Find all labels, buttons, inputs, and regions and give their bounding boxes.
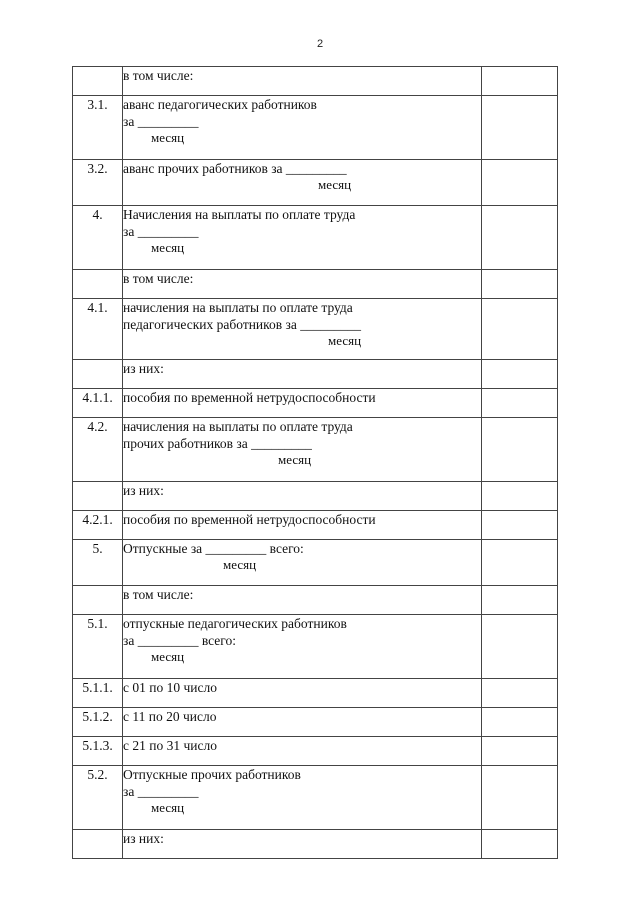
value-cell[interactable]	[482, 360, 558, 389]
page-number: 2	[316, 38, 324, 50]
description-line: аванс прочих работников за _________	[123, 161, 347, 176]
row-number	[73, 586, 123, 615]
value-cell[interactable]	[482, 830, 558, 859]
value-cell[interactable]	[482, 418, 558, 482]
table-row	[73, 482, 558, 511]
table-row	[73, 270, 558, 299]
table-row	[73, 540, 558, 586]
description-line: за _________	[123, 784, 199, 799]
description-line: педагогических работников за _________	[123, 317, 361, 332]
row-description	[123, 96, 482, 160]
row-description	[123, 708, 482, 737]
row-description	[123, 270, 482, 299]
month-caption: месяц	[151, 130, 185, 145]
description-line: начисления на выплаты по оплате труда	[123, 419, 353, 434]
value-cell[interactable]	[482, 615, 558, 679]
value-cell[interactable]	[482, 160, 558, 206]
month-caption: месяц	[151, 800, 185, 815]
row-description	[123, 737, 482, 766]
table-row	[73, 737, 558, 766]
month-caption: месяц	[151, 240, 185, 255]
row-number: 3.2.	[73, 160, 123, 206]
row-description	[123, 389, 482, 418]
row-description	[123, 67, 482, 96]
value-cell[interactable]	[482, 766, 558, 830]
row-description	[123, 482, 482, 511]
month-caption: месяц	[328, 333, 362, 348]
value-cell[interactable]	[482, 67, 558, 96]
value-cell[interactable]	[482, 708, 558, 737]
description-line: отпускные педагогических работников	[123, 616, 347, 631]
row-number: 4.1.1.	[73, 389, 123, 418]
table-row	[73, 299, 558, 360]
description-line: с 11 по 20 число	[123, 709, 217, 724]
row-number: 4.2.1.	[73, 511, 123, 540]
row-number: 5.	[73, 540, 123, 586]
description-line: Отпускные за _________ всего:	[123, 541, 304, 556]
description-line: из них:	[123, 483, 164, 498]
description-line: пособия по временной нетрудоспособности	[123, 512, 376, 527]
row-number: 5.1.2.	[73, 708, 123, 737]
description-line: в том числе:	[123, 68, 194, 83]
description-line: пособия по временной нетрудоспособности	[123, 390, 376, 405]
value-cell[interactable]	[482, 482, 558, 511]
row-number	[73, 830, 123, 859]
row-number	[73, 67, 123, 96]
table-row	[73, 511, 558, 540]
table-row	[73, 418, 558, 482]
row-number: 4.2.	[73, 418, 123, 482]
table-row	[73, 67, 558, 96]
row-description	[123, 679, 482, 708]
table-row	[73, 708, 558, 737]
row-description	[123, 511, 482, 540]
report-table-body	[73, 67, 558, 859]
value-cell[interactable]	[482, 540, 558, 586]
row-number: 3.1.	[73, 96, 123, 160]
row-description	[123, 615, 482, 679]
row-number: 5.2.	[73, 766, 123, 830]
table-row	[73, 389, 558, 418]
value-cell[interactable]	[482, 586, 558, 615]
table-row	[73, 679, 558, 708]
value-cell[interactable]	[482, 270, 558, 299]
month-caption: месяц	[278, 452, 312, 467]
row-number	[73, 270, 123, 299]
description-line: из них:	[123, 831, 164, 846]
description-line: с 01 по 10 число	[123, 680, 217, 695]
row-description	[123, 540, 482, 586]
month-caption: месяц	[223, 557, 257, 572]
description-line: Начисления на выплаты по оплате труда	[123, 207, 356, 222]
table-row	[73, 206, 558, 270]
row-description	[123, 160, 482, 206]
description-line: из них:	[123, 361, 164, 376]
row-description	[123, 766, 482, 830]
description-line: Отпускные прочих работников	[123, 767, 301, 782]
description-line: в том числе:	[123, 587, 194, 602]
table-row	[73, 160, 558, 206]
value-cell[interactable]	[482, 206, 558, 270]
table-row	[73, 586, 558, 615]
row-number: 5.1.	[73, 615, 123, 679]
row-description	[123, 206, 482, 270]
description-line: начисления на выплаты по оплате труда	[123, 300, 353, 315]
table-row	[73, 96, 558, 160]
row-number	[73, 482, 123, 511]
description-line: прочих работников за _________	[123, 436, 312, 451]
value-cell[interactable]	[482, 679, 558, 708]
row-description	[123, 299, 482, 360]
row-description	[123, 418, 482, 482]
month-caption: месяц	[151, 649, 185, 664]
row-number: 4.1.	[73, 299, 123, 360]
description-line: аванс педагогических работников	[123, 97, 317, 112]
value-cell[interactable]	[482, 299, 558, 360]
report-table	[72, 66, 558, 859]
row-description	[123, 830, 482, 859]
table-row	[73, 766, 558, 830]
row-description	[123, 360, 482, 389]
row-number: 4.	[73, 206, 123, 270]
description-line: за _________	[123, 224, 199, 239]
row-description	[123, 586, 482, 615]
table-row	[73, 615, 558, 679]
value-cell[interactable]	[482, 96, 558, 160]
value-cell[interactable]	[482, 389, 558, 418]
row-number: 5.1.3.	[73, 737, 123, 766]
description-line: за _________	[123, 114, 199, 129]
value-cell[interactable]	[482, 737, 558, 766]
table-row	[73, 360, 558, 389]
value-cell[interactable]	[482, 511, 558, 540]
description-line: в том числе:	[123, 271, 194, 286]
description-line: с 21 по 31 число	[123, 738, 217, 753]
month-caption: месяц	[318, 177, 352, 192]
table-row	[73, 830, 558, 859]
row-number: 5.1.1.	[73, 679, 123, 708]
row-number	[73, 360, 123, 389]
description-line: за _________ всего:	[123, 633, 236, 648]
